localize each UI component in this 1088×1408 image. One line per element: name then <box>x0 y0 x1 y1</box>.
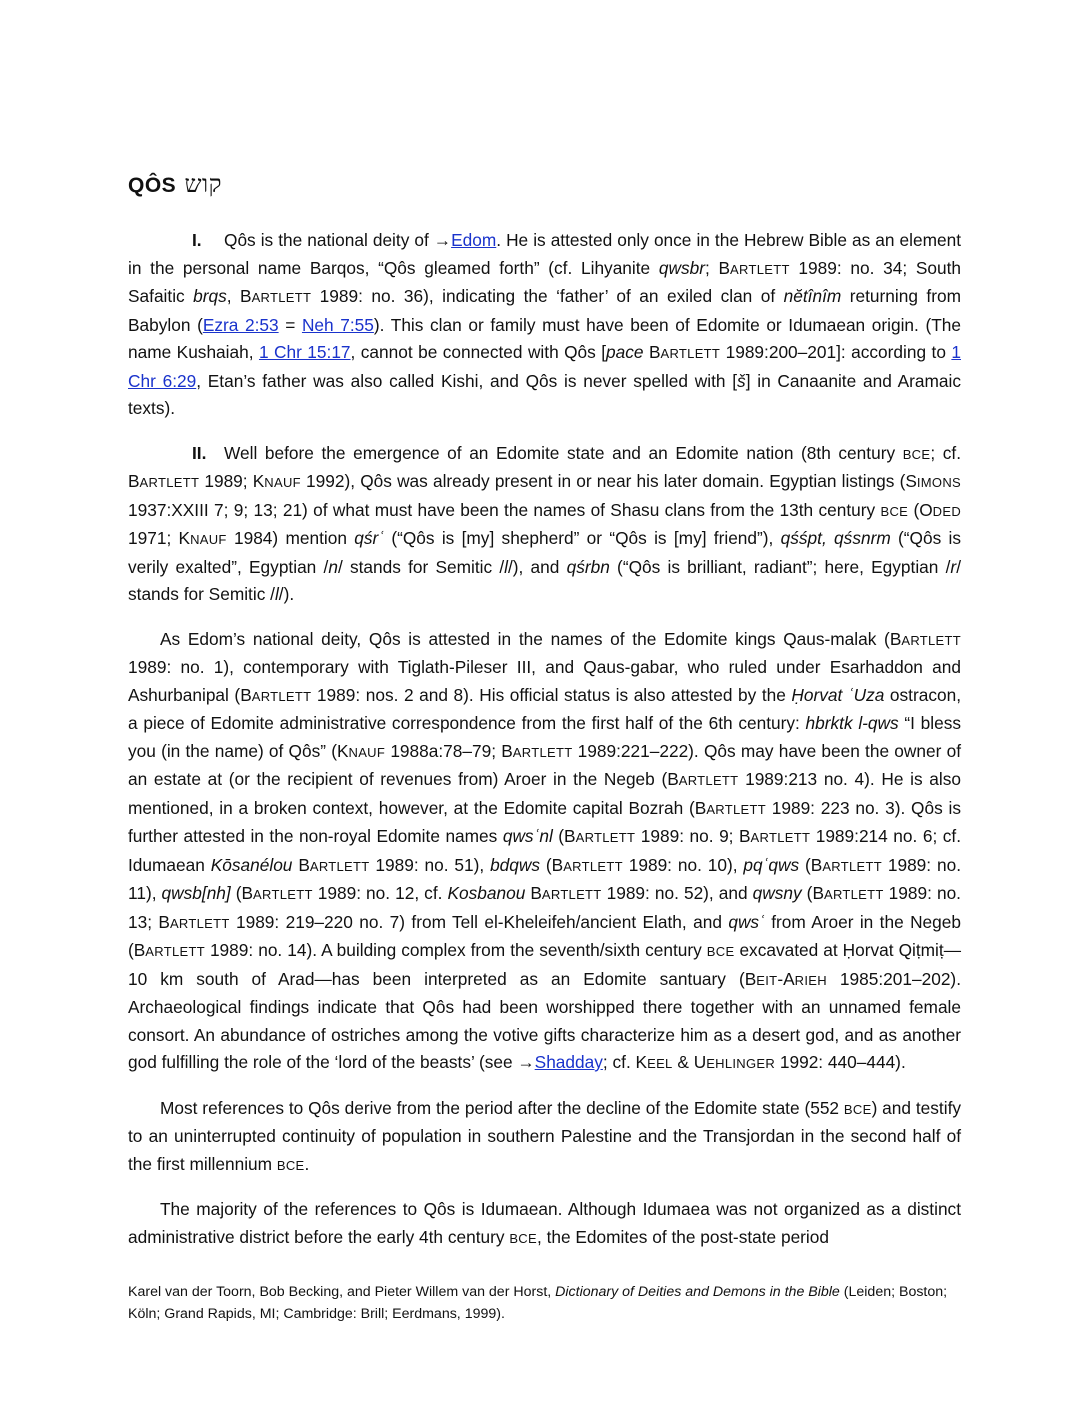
link-1-chr-15-17[interactable]: 1 Chr 15:17 <box>258 342 351 362</box>
entry-title <box>128 170 222 199</box>
link-shadday[interactable]: Shadday <box>534 1052 603 1072</box>
paragraph-post-decline: Most references to Qôs derive from the period after the decline of the Edomite state (552 BCE) and testify to an uninterrupted continuity of population in southern Palestine and the Transjordan in the second half of the first millennium BCE. <box>128 1097 962 1174</box>
footer-book-title: Dictionary of Deities and Demons in the Bible <box>555 1284 840 1300</box>
entry-title-hebrew: קוש <box>184 170 223 198</box>
link-edom[interactable]: Edom <box>451 230 497 250</box>
section-number-two: II. <box>192 442 207 463</box>
link-1-chr-6-29[interactable]: 1 Chr 6:29 <box>128 342 961 391</box>
section-number-one: I. <box>192 230 202 250</box>
link-ezra-2-53[interactable]: Ezra 2:53 <box>202 314 279 335</box>
paragraph-idumaean: The majority of the references to Qôs is Idumaean. Although Idumaea was not organized as a distinct administrative district before the early 4th century BCE, the Edomites of the post-state period <box>128 1199 961 1247</box>
footer-authors: Karel van der Toorn, Bob Becking, and Pieter Willem van der Horst, <box>128 1284 556 1300</box>
citation-footer <box>128 1281 961 1325</box>
paragraph-section-one: I. Qôs is the national deity of →Edom. He is attested only once in the Hebrew Bible as an element in the personal name Barqos, “Qôs gleamed forth” (cf. Lihyanite qwsbr; BARTLETT 1989: no. 34; South Safaitic brqs, BARTLETT 1989: no. 36), indicating the ‘father’ of an exiled clan of nĕtînîm returning from Babylon (Ezra 2:53 = Neh 7:55). This clan or family must have been of Edomite or Idumaean origin. (The name Kushaiah, 1 Chr 15:17, cannot be connected with Qôs [pace BARTLETT 1989:200–201]: according to 1 Chr 6:29, Etan’s father was also called Kishi, and Qôs is never spelled with [š] in Canaanite and Aramaic texts). <box>128 227 961 423</box>
paragraph-national-deity: As Edom’s national deity, Qôs is attested in the names of the Edomite kings Qaus-malak (BARTLETT 1989: no. 1), contemporary with Tiglath-Pileser III, and Qaus-gabar, who ruled under Esarhaddon and Ashurbanipal (BARTLETT 1989: nos. 2 and 8). His official status is also attested by the Ḥorvat ʿUza ostracon, a piece of Edomite administrative correspondence from the first half of the 6th century: hbrktk l-qws “I bless you (in the name) of Qôs” (KNAUF 1988a:78–79; BARTLETT 1989:221–222). Qôs may have been the owner of an estate at (or the recipient of revenues from) Aroer in the Negeb (BARTLETT 1989:213 no. 4). He is also mentioned, in a broken context, however, at the Edomite capital Bozrah (BARTLETT 1989: 223 no. 3). Qôs is further attested in the non-royal Edomite names qwsʿnl (BARTLETT 1989: no. 9; BARTLETT 1989:214 no. 6; cf. Idumaean Kōsanélou BARTLETT 1989: no. 51), bdqws (BARTLETT 1989: no. 10), pqʿqws (BARTLETT 1989: no. 11), qwsb[nh] (BARTLETT 1989: no. 12, cf. Kosbanou BARTLETT 1989: no. 52), and qwsny (BARTLETT 1989: no. 13; BARTLETT 1989: 219–220 no. 7) from Tell el-Kheleifeh/ancient Elath, and qwsʿ from Aroer in the Negeb (BARTLETT 1989: no. 14). A building complex from the seventh/sixth century BCE excavated at Ḥorvat Qiṭmiṭ—10 km south of Arad—has been interpreted as an Edomite santuary (BEIT-ARIEH 1985:201–202). Archaeological findings indicate that Qôs had been worshipped there together with an unnamed female consort. An abundance of ostriches among the votive gifts characterize him as a desert god, and as another god fulfilling the role of the ‘lord of the beasts’ (see →Shadday; cf. KEEL & UEHLINGER 1992: 440–444). <box>128 628 962 1072</box>
entry-body <box>128 227 961 1269</box>
link-neh-7-55[interactable]: Neh 7:55 <box>301 314 374 335</box>
paragraph-section-two: II. Well before the emergence of an Edomite state and an Edomite nation (8th century BCE; cf. BARTLETT 1989; KNAUF 1992), Qôs was already present in or near his later domain. Egyptian listings (SIMONS 1937:XXIII 7; 9; 13; 21) of what must have been the names of Shasu clans from the 13th century BCE (ODED 1971; KNAUF 1984) mention qśrʿ (“Qôs is [my] shepherd” or “Qôs is [my] friend”), qśśpt, qśsnrm (“Qôs is verily exalted”, Egyptian /n/ stands for Semitic /l/), and qśrbn (“Qôs is brilliant, radiant”; here, Egyptian /r/ stands for Semitic /l/). <box>128 440 961 609</box>
entry-title-latin: QÔS <box>128 174 177 197</box>
footer-publication: (Leiden; Boston; Köln; Grand Rapids, MI; Cambridge: Brill; Eerdmans, 1999). <box>128 1284 948 1322</box>
